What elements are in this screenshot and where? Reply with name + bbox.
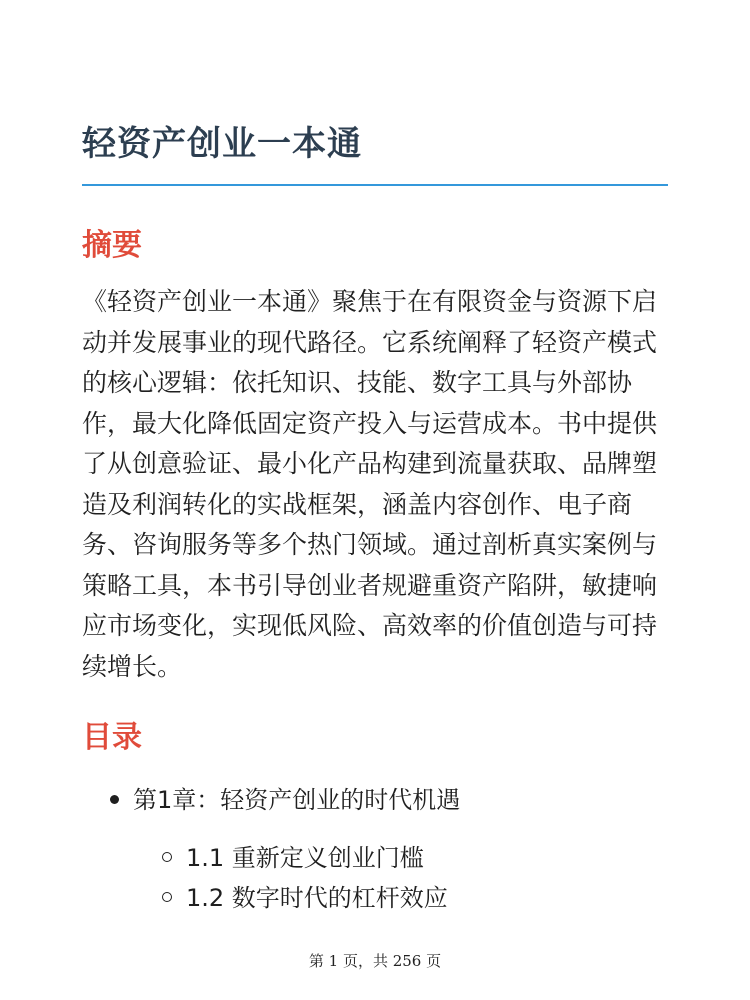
page-number-footer: 第 1 页，共 256 页 xyxy=(308,952,442,970)
abstract-heading: 摘要 xyxy=(82,228,142,263)
hollow-bullet-icon xyxy=(162,892,172,902)
toc-item-1-2[interactable] xyxy=(162,878,448,913)
abstract-text: 《轻资产创业一本通》聚焦于在有限资金与资源下启动并发展事业的现代路径。它系统阐释了轻资产模式的核心逻辑：依托知识、技能、数字工具与外部协作，最大化降低固定资产投入与运营成本。书中提供了从创意验证、最小化产品构建到流量获取、品牌塑造及利润转化的实战框架，涵盖内容创作、电子商务、咨询服务等多个热门领域。通过剖析真实案例与策略工具，本书引导创业者规避重资产陷阱，敏捷响应市场变化，实现低风险、高效率的价值创造与可持续增长。 xyxy=(82,287,658,681)
toc-item-label: 1.2 数字时代的杠杆效应 xyxy=(186,884,448,912)
toc-item-1-1[interactable] xyxy=(162,838,424,873)
title-divider xyxy=(82,184,668,186)
toc-heading: 目录 xyxy=(82,720,142,755)
filled-bullet-icon xyxy=(110,795,119,804)
hollow-bullet-icon xyxy=(162,852,172,862)
toc-item-label: 第1章：轻资产创业的时代机遇 xyxy=(133,786,461,814)
toc-item-chapter-1[interactable] xyxy=(110,780,460,815)
document-title: 轻资产创业一本通 xyxy=(82,124,362,164)
toc-item-label: 1.1 重新定义创业门槛 xyxy=(186,844,424,872)
